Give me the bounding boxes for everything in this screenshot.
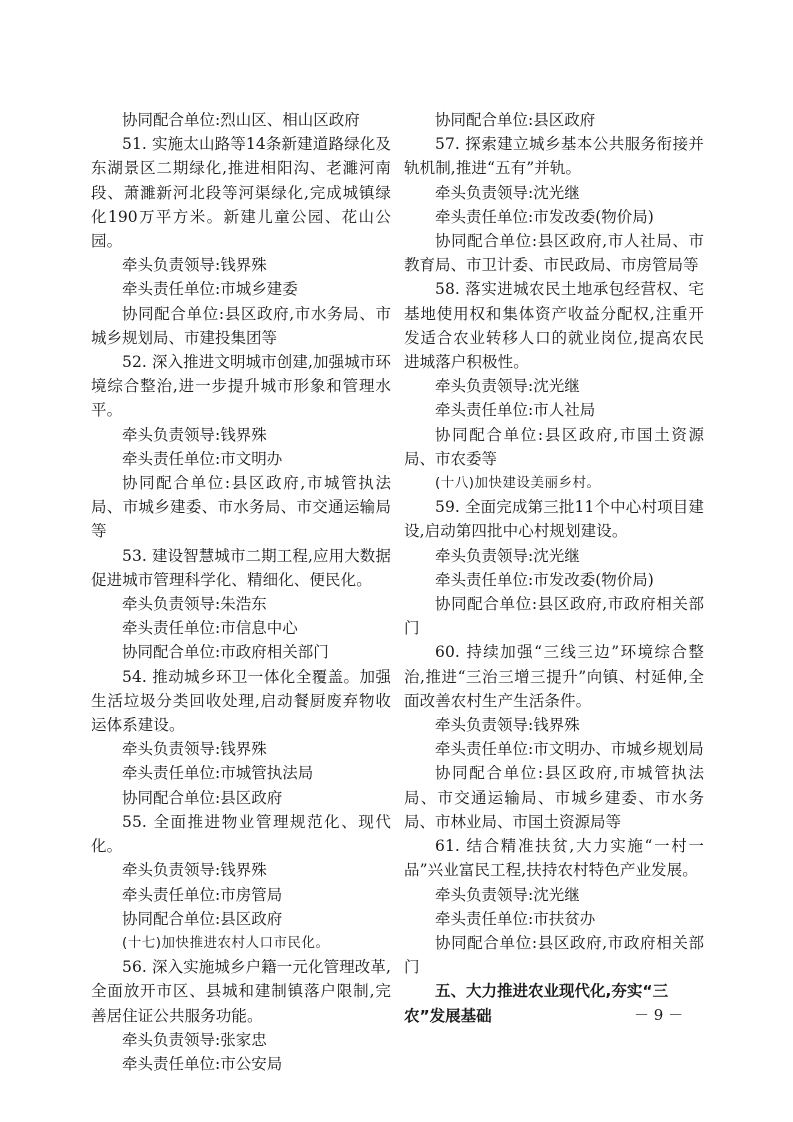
coop-unit-line: 协同配合单位:县区政府,市国土资源局、市农委等	[404, 425, 704, 468]
lead-leader-line: 牵头负责领导:钱界殊	[122, 861, 267, 880]
lead-unit-line: 牵头责任单位:市城乡建委	[122, 280, 298, 299]
coop-unit-line: 协同配合单位:县区政府	[435, 111, 596, 129]
coop-unit-line: 协同配合单位:县区政府,市人社局、市教育局、市卫计委、市民政局、市房管局等	[404, 232, 704, 275]
lead-unit-line: 牵头责任单位:市文明办、市城乡规划局	[435, 740, 704, 759]
coop-unit-line: 协同配合单位:县区政府,市城管执法局、市城乡建委、市水务局、市交通运输局等	[91, 474, 391, 541]
task-item: 56. 深入实施城乡户籍一元化管理改革,全面放开市区、县城和建制镇落户限制,完善居住证公共服务功能。	[91, 958, 392, 1025]
task-item: 57. 探索建立城乡基本公共服务衔接并轨机制,推进“五有”并轨。	[404, 135, 704, 178]
coop-unit-line: 协同配合单位:县区政府,市城管执法局、市交通运输局、市城乡建委、市水务局、市林业局、市国土资源局等	[404, 764, 704, 831]
lead-leader-line: 牵头负责领导:沈光继	[435, 885, 580, 904]
lead-unit-line: 牵头责任单位:市发改委(物价局)	[435, 570, 654, 589]
lead-leader-line: 牵头负责领导:钱界殊	[122, 256, 267, 275]
lead-leader-line: 牵头负责领导:钱界殊	[122, 425, 267, 444]
lead-leader-line: 牵头负责领导:钱界殊	[122, 740, 267, 759]
section-subheading: (十八)加快建设美丽乡村。	[435, 475, 601, 492]
lead-unit-line: 牵头责任单位:市信息中心	[122, 619, 298, 638]
lead-leader-line: 牵头负责领导:沈光继	[435, 546, 580, 565]
task-item: 58. 落实进城农民土地承包经营权、宅基地使用权和集体资产收益分配权,注重开发适合农业转移人口的就业岗位,提高农民进城落户积极性。	[404, 280, 704, 372]
coop-unit-line: 协同配合单位:县区政府	[122, 788, 283, 807]
lead-unit-line: 牵头责任单位:市发改委(物价局)	[435, 207, 654, 226]
lead-unit-line: 牵头责任单位:市房管局	[122, 885, 283, 904]
task-item: 61. 结合精准扶贫,大力实施“一村一品”兴业富民工程,扶持农村特色产业发展。	[404, 837, 704, 880]
task-item: 55. 全面推进物业管理规范化、现代化。	[91, 812, 391, 856]
right-column	[404, 108, 704, 1028]
section-subheading: (十七)加快推进农村人口市民化。	[122, 934, 330, 951]
task-item: 53. 建设智慧城市二期工程,应用大数据促进城市管理科学化、精细化、便民化。	[91, 546, 392, 589]
lead-unit-line: 牵头责任单位:市人社局	[435, 401, 596, 420]
task-item: 51. 实施太山路等14条新建道路绿化及东湖景区二期绿化,推进相阳沟、老濉河南段、萧濉新河北段等河渠绿化,完成城镇绿化190万平方米。新建儿童公园、花山公园。	[91, 135, 391, 251]
task-item: 59. 全面完成第三批11个中心村项目建设,启动第四批中心村规划建设。	[404, 498, 704, 541]
coop-unit-line: 协同配合单位:市政府相关部门	[122, 643, 329, 662]
coop-unit-line: 协同配合单位:县区政府,市政府相关部门	[404, 595, 704, 638]
lead-unit-line: 牵头责任单位:市城管执法局	[122, 764, 314, 783]
section-heading: 五、大力推进农业现代化,夯实“三农”发展基础	[404, 982, 669, 1025]
coop-unit-line: 协同配合单位:县区政府,市水务局、市城乡规划局、市建投集团等	[91, 304, 391, 347]
coop-unit-line: 协同配合单位:县区政府	[122, 909, 283, 928]
coop-unit-line: 协同配合单位:烈山区、相山区政府	[122, 111, 360, 129]
lead-leader-line: 牵头负责领导:沈光继	[435, 377, 580, 396]
lead-leader-line: 牵头负责领导:沈光继	[435, 183, 580, 202]
page-number: － 9 －	[634, 1006, 684, 1024]
lead-leader-line: 牵头负责领导:张家忠	[122, 1030, 267, 1049]
lead-unit-line: 牵头责任单位:市公安局	[122, 1054, 283, 1073]
task-item: 54. 推动城乡环卫一体化全覆盖。加强生活垃圾分类回收处理,启动餐厨废弃物收运体系建设。	[91, 667, 391, 735]
lead-leader-line: 牵头负责领导:朱浩东	[122, 595, 267, 614]
left-column	[91, 108, 391, 1076]
coop-unit-line: 协同配合单位:县区政府,市政府相关部门	[404, 933, 704, 977]
task-item: 52. 深入推进文明城市创建,加强城市环境综合整治,进一步提升城市形象和管理水平。	[91, 353, 392, 420]
task-item: 60. 持续加强“三线三边”环境综合整治,推进“三治三增三提升”向镇、村延伸,全面改善农村生产生活条件。	[404, 643, 704, 710]
lead-leader-line: 牵头负责领导:钱界殊	[435, 716, 580, 735]
lead-unit-line: 牵头责任单位:市扶贫办	[435, 909, 596, 928]
lead-unit-line: 牵头责任单位:市文明办	[122, 449, 283, 468]
